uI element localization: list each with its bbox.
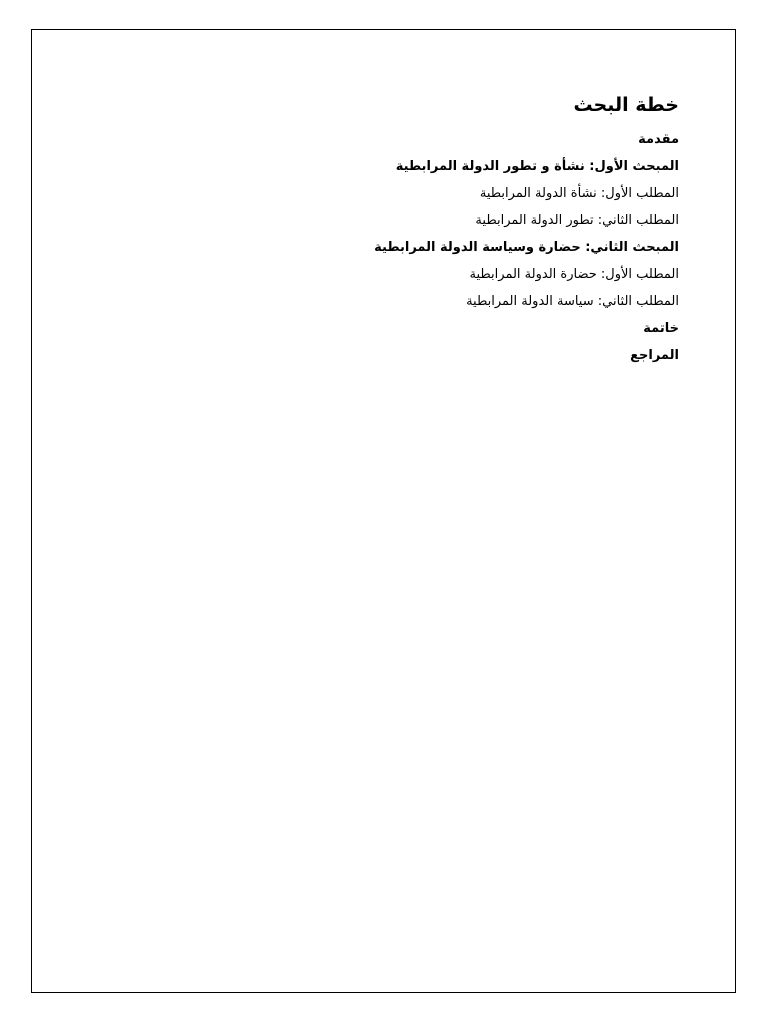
- introduction-heading: مقدمة: [638, 132, 679, 147]
- chapter-one-heading: المبحث الأول: نشأة و تطور الدولة المرابطية: [395, 159, 679, 174]
- document-content: [159, 93, 679, 374]
- document-title: خطة البحث: [573, 94, 679, 116]
- chapter-two-section-two: المطلب الثاني: سياسة الدولة المرابطية: [466, 294, 679, 309]
- chapter-two-section-one: المطلب الأول: حضارة الدولة المرابطية: [469, 267, 679, 282]
- references-heading: المراجع: [630, 348, 679, 363]
- conclusion-heading: خاتمة: [643, 321, 679, 336]
- chapter-two-heading: المبحث الثاني: حضارة وسياسة الدولة المرابطية: [374, 240, 679, 255]
- chapter-one-section-one: المطلب الأول: نشأة الدولة المرابطية: [479, 186, 679, 201]
- chapter-one-section-two: المطلب الثاني: تطور الدولة المرابطية: [475, 213, 679, 228]
